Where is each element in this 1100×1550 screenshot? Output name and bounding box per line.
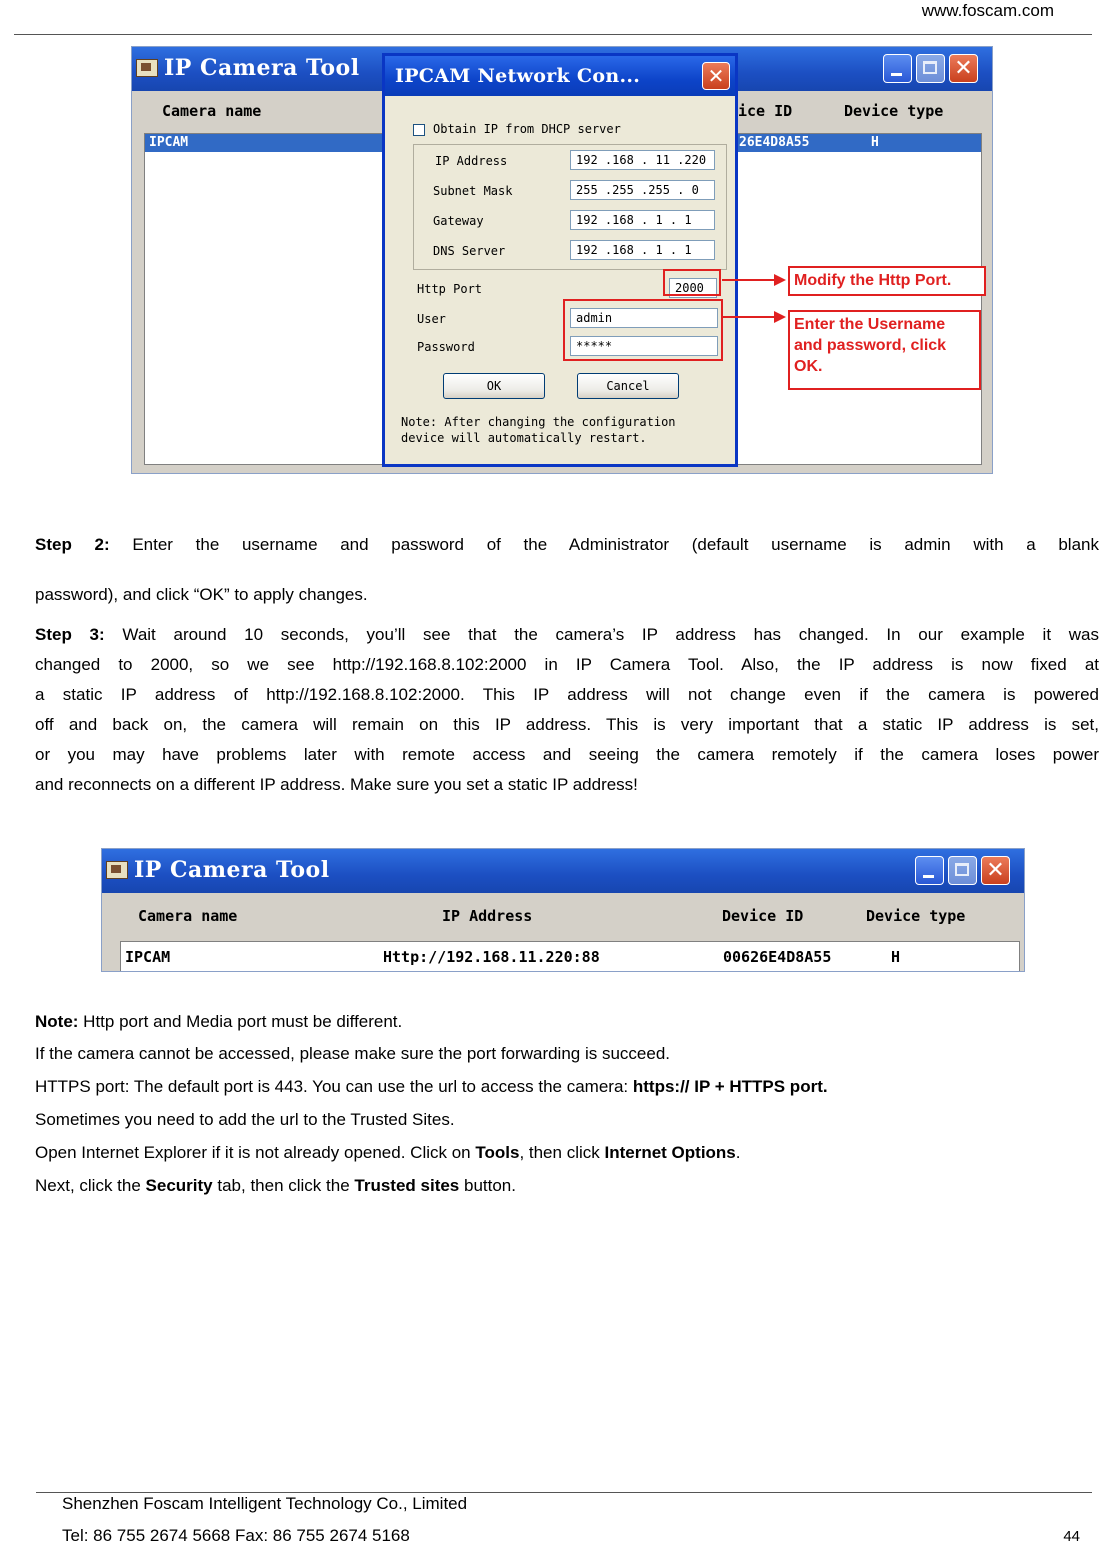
- note-line6: [35, 1174, 1099, 1198]
- note-line5-c: .: [735, 1143, 741, 1162]
- step2-line1: [35, 530, 1099, 560]
- footer-contact: Tel: 86 755 2674 5668 Fax: 86 755 2674 5168: [62, 1526, 410, 1545]
- ok-button[interactable]: OK: [443, 373, 545, 399]
- trusted-sites-keyword: Trusted sites: [354, 1176, 460, 1195]
- maximize-button[interactable]: [916, 54, 945, 83]
- step3-line4: off and back on, the camera will remain on this IP address. This is very important that a static IP address is set,: [35, 715, 1099, 734]
- row-ip-address-2: Http://192.168.11.220:88: [383, 948, 600, 966]
- subnet-mask-field[interactable]: 255 .255 .255 . 0: [570, 180, 715, 200]
- port-arrow-icon: [774, 274, 786, 286]
- column-header-ip-address-2[interactable]: IP Address: [442, 907, 533, 925]
- row-camera-name-2: IPCAM: [125, 948, 171, 966]
- note-line6-c: button.: [459, 1176, 516, 1195]
- ip-camera-tool-titlebar-2: [102, 849, 1024, 893]
- callout-credentials: Enter the Username and password, click OK.: [788, 310, 981, 390]
- minimize-button-2[interactable]: [915, 856, 944, 885]
- user-label: User: [417, 312, 446, 326]
- row-device-type-2: H: [891, 948, 901, 966]
- close-button[interactable]: ✕: [949, 54, 978, 83]
- ip-address-field[interactable]: 192 .168 . 11 .220: [570, 150, 715, 170]
- dialog-note: [401, 414, 676, 446]
- camera-app-icon-2: [106, 861, 128, 879]
- camera-app-icon: [136, 59, 158, 77]
- column-header-device-type-2[interactable]: Device type: [866, 907, 966, 925]
- column-header-camera-name-2[interactable]: Camera name: [138, 907, 238, 925]
- column-header-device-id[interactable]: ice ID: [738, 102, 793, 120]
- step3-line2: changed to 2000, so we see http://192.168.8.102:2000 in IP Camera Tool. Also, the IP address is now fixed at: [35, 655, 1099, 674]
- dhcp-label: Obtain IP from DHCP server: [433, 122, 621, 136]
- minimize-button[interactable]: [883, 54, 912, 83]
- column-header-camera-name[interactable]: Camera name: [162, 102, 262, 120]
- step3-label: Step 3:: [35, 625, 105, 644]
- camera-list-2[interactable]: [120, 941, 1020, 972]
- step3-line3: a static IP address of http://192.168.8.102:2000. This IP address will not change even if the camera is powered: [35, 685, 1099, 704]
- row-device-id-2: 00626E4D8A55: [723, 948, 832, 966]
- http-port-label: Http Port: [417, 282, 483, 296]
- dialog-titlebar: [385, 56, 735, 96]
- note-label: Note:: [35, 1012, 79, 1031]
- gateway-field[interactable]: 192 .168 . 1 . 1: [570, 210, 715, 230]
- note-line5: [35, 1141, 1099, 1165]
- row-device-type: H: [871, 135, 879, 150]
- note-line3-bold: https:// IP + HTTPS port.: [632, 1077, 828, 1096]
- step3-line6: and reconnects on a different IP address. Make sure you set a static IP address!: [35, 775, 638, 794]
- footer-company: Shenzhen Foscam Intelligent Technology Co., Limited: [62, 1494, 468, 1513]
- footer-divider: [36, 1492, 1092, 1493]
- note-line6-b: tab, then click the: [212, 1176, 355, 1195]
- cancel-button[interactable]: Cancel: [577, 373, 679, 399]
- column-header-device-type[interactable]: Device type: [844, 102, 944, 120]
- dialog-title: IPCAM Network Con...: [395, 65, 641, 87]
- close-button-2[interactable]: ✕: [981, 856, 1010, 885]
- note-text: Http port and Media port must be different.: [78, 1012, 403, 1031]
- tools-keyword: Tools: [475, 1143, 520, 1162]
- window-title-2: IP Camera Tool: [134, 857, 330, 883]
- row-device-id: 26E4D8A55: [739, 135, 810, 150]
- maximize-button-2[interactable]: [948, 856, 977, 885]
- port-arrow-line: [722, 279, 776, 281]
- step2-text-line1: Enter the username and password of the Administrator (default username is admin with a blank: [132, 535, 1099, 554]
- dialog-note-line2: device will automatically restart.: [401, 431, 647, 445]
- password-label: Password: [417, 340, 475, 354]
- header-divider: [14, 34, 1092, 35]
- http-port-field[interactable]: 2000: [669, 278, 717, 298]
- window-title: IP Camera Tool: [164, 55, 360, 81]
- step2-line2: password), and click “OK” to apply changes.: [35, 585, 368, 604]
- user-field[interactable]: admin: [570, 308, 718, 328]
- security-keyword: Security: [145, 1176, 213, 1195]
- internet-options-keyword: Internet Options: [604, 1143, 736, 1162]
- note-line2: If the camera cannot be accessed, please make sure the port forwarding is succeed.: [35, 1044, 671, 1063]
- screenshot-network-config: [131, 46, 993, 474]
- step3-line1: [35, 620, 1099, 650]
- note-line1: [35, 1010, 1099, 1034]
- dhcp-checkbox[interactable]: [413, 124, 425, 136]
- screenshot-ip-camera-tool: [101, 848, 1025, 972]
- password-field[interactable]: *****: [570, 336, 718, 356]
- network-config-dialog: [382, 53, 738, 467]
- credentials-arrow-line: [722, 316, 776, 318]
- ip-address-label: IP Address: [435, 154, 508, 168]
- dns-server-field[interactable]: 192 .168 . 1 . 1: [570, 240, 715, 260]
- gateway-label: Gateway: [433, 214, 484, 228]
- credentials-arrow-icon: [774, 311, 786, 323]
- dns-server-label: DNS Server: [433, 244, 506, 258]
- camera-list-row-2[interactable]: [121, 944, 1019, 972]
- header-url[interactable]: www.foscam.com: [921, 1, 1054, 20]
- column-header-device-id-2[interactable]: Device ID: [722, 907, 804, 925]
- note-line5-b: , then click: [519, 1143, 605, 1162]
- page-number: 44: [1063, 1528, 1080, 1545]
- note-line5-a: Open Internet Explorer if it is not already opened. Click on: [35, 1143, 476, 1162]
- dialog-close-button[interactable]: ✕: [702, 62, 730, 90]
- dialog-note-line1: Note: After changing the configuration: [401, 415, 676, 429]
- note-line6-a: Next, click the: [35, 1176, 146, 1195]
- step3-line5: or you may have problems later with remote access and seeing the camera remotely if the camera loses power: [35, 745, 1099, 764]
- step3-text-line1: Wait around 10 seconds, you’ll see that the camera’s IP address has changed. In our example it was: [122, 625, 1099, 644]
- note-line3: [35, 1075, 1099, 1099]
- step2-label: Step 2:: [35, 535, 110, 554]
- http-port-highlight: [663, 269, 721, 296]
- note-line3-text: HTTPS port: The default port is 443. You can use the url to access the camera:: [35, 1077, 633, 1096]
- credentials-highlight: [563, 299, 723, 361]
- callout-http-port: Modify the Http Port.: [788, 266, 986, 296]
- row-camera-name: IPCAM: [149, 135, 189, 150]
- subnet-mask-label: Subnet Mask: [433, 184, 513, 198]
- note-line4: Sometimes you need to add the url to the Trusted Sites.: [35, 1110, 455, 1129]
